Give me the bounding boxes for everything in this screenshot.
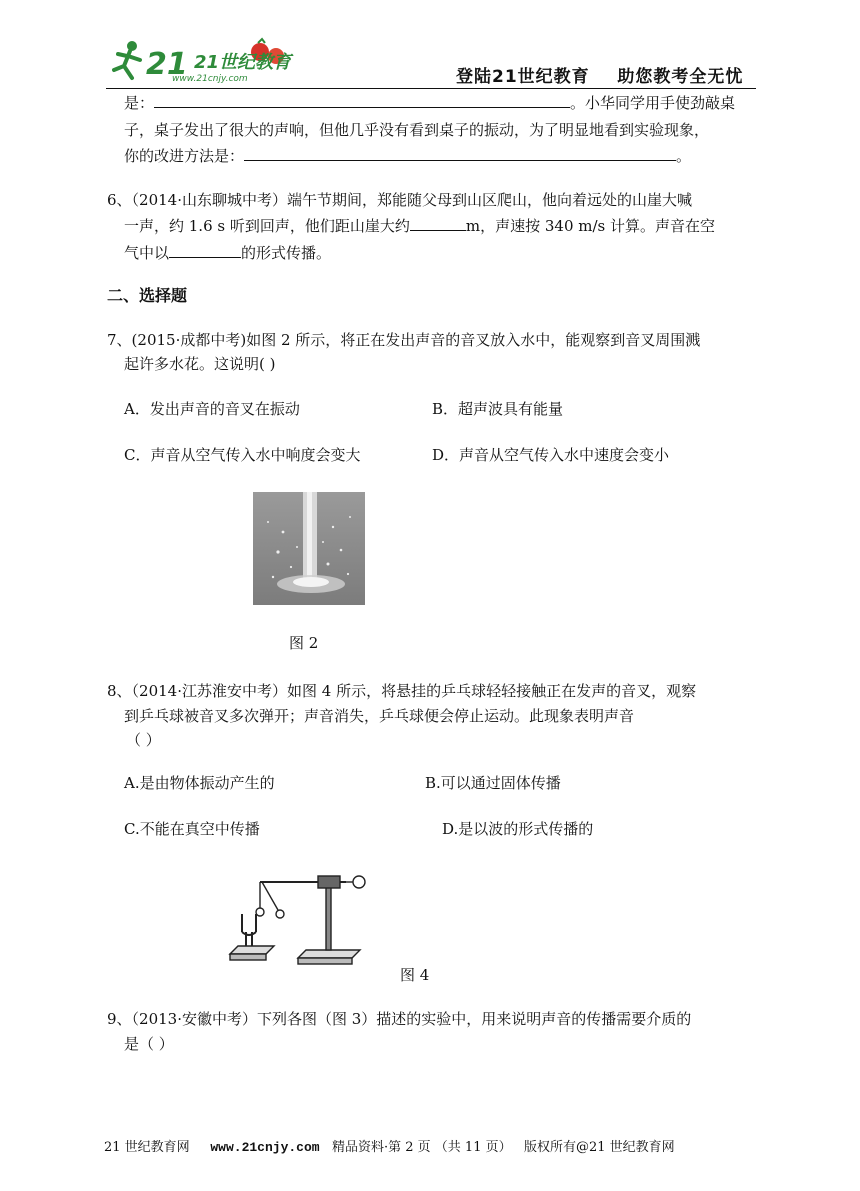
- q5-text: 。小华同学用手使劲敲桌: [570, 94, 736, 112]
- q8-option-a: A.是由物体振动产生的: [124, 774, 275, 792]
- answer-blank: [244, 146, 676, 161]
- q6-line3: [124, 240, 331, 267]
- q9-line1: 9、（2013·安徽中考）下列各图（图 3）描述的实验中，用来说明声音的传播需要介质的: [107, 1010, 692, 1028]
- q7-option-a: A．发出声音的音叉在振动: [124, 400, 300, 418]
- q6-text: 的形式传播。: [241, 244, 332, 262]
- q8-line2: 到乒乓球被音叉多次弹开；声音消失，乒乓球便会停止运动。此现象表明声音: [124, 707, 635, 725]
- footer-page-info: 精品资料·第 2 页 （共 11 页）: [331, 1140, 512, 1155]
- q7-option-d: D．声音从空气传入水中速度会变小: [432, 446, 670, 464]
- q8-line1: 8、（2014·江苏淮安中考）如图 4 所示，将悬挂的乒乓球轻轻接触正在发声的音叉，观察: [107, 682, 697, 700]
- q6-text: 一声，约 1.6 s 听到回声，他们距山崖大约: [124, 217, 410, 235]
- footer-url[interactable]: www.21cnjy.com: [210, 1140, 320, 1155]
- q8-option-d: D.是以波的形式传播的: [442, 820, 594, 838]
- logo-text: 21世纪教育: [194, 52, 292, 73]
- q6-line2: [124, 213, 715, 240]
- header-slogan: 登陆21世纪教育 助您教考全无忧: [456, 67, 744, 87]
- q5-text: 。: [676, 147, 692, 165]
- q5-line1: [124, 90, 735, 117]
- answer-blank: [154, 93, 570, 108]
- q6-text: 气中以: [124, 244, 170, 262]
- site-logo: [110, 34, 310, 90]
- q7-line1: 7、(2015·成都中考)如图 2 所示，将正在发出声音的音叉放入水中，能观察到音叉周围溅: [107, 331, 701, 349]
- q5-line2: 子，桌子发出了很大的声响，但他几乎没有看到桌子的振动，为了明显地看到实验现象，: [124, 121, 710, 139]
- q7-option-b: B．超声波具有能量: [432, 400, 564, 418]
- footer-copyright: 版权所有@21 世纪教育网: [524, 1140, 675, 1155]
- q5-line3: [124, 143, 691, 170]
- q9-line2: 是（ ）: [124, 1035, 174, 1053]
- answer-blank: [169, 243, 241, 258]
- answer-blank: [410, 216, 466, 231]
- footer-site: 21 世纪教育网: [104, 1140, 190, 1155]
- q8-option-b: B.可以通过固体传播: [425, 774, 561, 792]
- tuning-fork-pingpong-diagram: [226, 866, 394, 972]
- q8-option-c: C.不能在真空中传播: [124, 820, 260, 838]
- logo-url: www.21cnjy.com: [172, 74, 248, 84]
- tuning-fork-water-photo: [253, 492, 365, 605]
- q7-line2: 起许多水花。这说明( ): [124, 355, 276, 373]
- q5-text: 你的改进方法是：: [124, 147, 245, 165]
- q6-text: m，声速按 340 m/s 计算。声音在空: [465, 217, 715, 235]
- q7-option-c: C．声音从空气传入水中响度会变大: [124, 446, 361, 464]
- page-footer: [104, 1136, 675, 1155]
- q5-text: 是：: [124, 94, 155, 112]
- figure-caption: 图 4: [400, 966, 430, 984]
- svg-text:21: 21: [146, 47, 188, 82]
- q8-line3: （ ）: [126, 731, 161, 749]
- q6-line1: 6、（2014·山东聊城中考）端午节期间，郑能随父母到山区爬山，他向着远处的山崖大喊: [107, 191, 692, 209]
- header-divider: [106, 88, 756, 89]
- figure-caption: 图 2: [289, 634, 319, 652]
- section-heading: 二、选择题: [107, 286, 188, 305]
